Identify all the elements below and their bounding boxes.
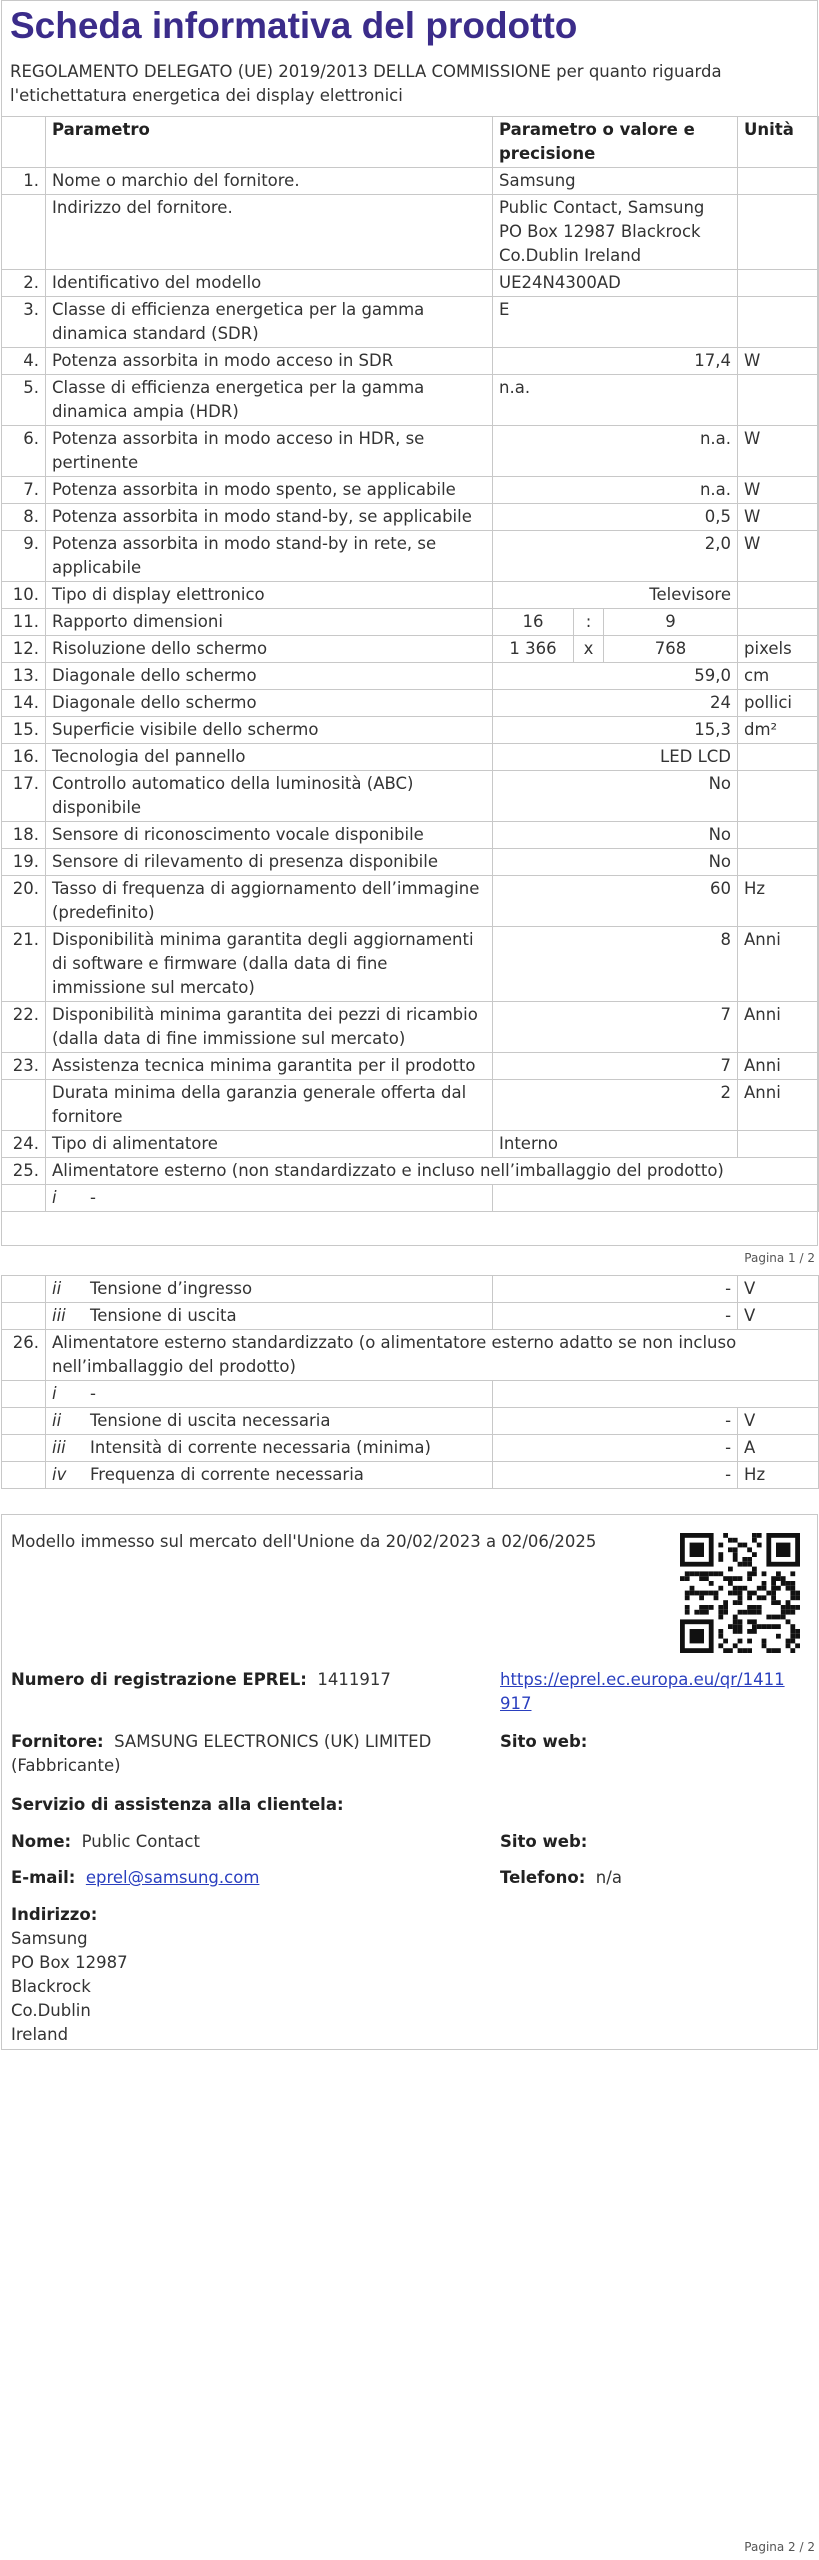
table-row <box>2 297 819 348</box>
page-subtitle: REGOLAMENTO DELEGATO (UE) 2019/2013 DELLA COMMISSIONE per quanto riguarda l'etichettatura energetica dei display elettronici <box>10 62 722 105</box>
address-line: Samsung <box>11 1929 88 1948</box>
page-number-2: Pagina 2 / 2 <box>744 2540 815 2554</box>
row-value: n.a. <box>493 477 738 504</box>
row-subitem <box>46 1462 493 1489</box>
table-row <box>2 1462 819 1489</box>
market-period: Modello immesso sul mercato dell'Unione da 20/02/2023 a 02/06/2025 <box>11 1532 597 1551</box>
row-label: Sensore di rilevamento di presenza disponibile <box>46 849 493 876</box>
row-value: Televisore <box>493 582 738 609</box>
row-number: 3. <box>2 297 46 348</box>
row-label: Diagonale dello schermo <box>46 690 493 717</box>
row-label: Rapporto dimensioni <box>46 609 493 636</box>
row-separator: x <box>574 636 604 663</box>
spec-table <box>1 116 819 1212</box>
row-unit <box>738 375 819 426</box>
row-number <box>2 1435 46 1462</box>
subitem-index: i <box>52 1188 57 1207</box>
subitem-index: ii <box>52 1411 62 1430</box>
row-separator: : <box>574 609 604 636</box>
row-label: Sensore di riconoscimento vocale disponibile <box>46 822 493 849</box>
website-field <box>500 1730 587 1754</box>
row-value-1: 16 <box>493 609 574 636</box>
row-number: 16. <box>2 744 46 771</box>
eprel-link[interactable] <box>500 1668 790 1716</box>
table-row <box>2 744 819 771</box>
row-unit <box>738 1131 819 1158</box>
row-label: Potenza assorbita in modo acceso in HDR, se pertinente <box>46 426 493 477</box>
row-label: Identificativo del modello <box>46 270 493 297</box>
table-row <box>2 690 819 717</box>
row-unit <box>738 297 819 348</box>
row-value: LED LCD <box>493 744 738 771</box>
row-number: 14. <box>2 690 46 717</box>
row-number <box>2 1276 46 1303</box>
page-number: Pagina 1 / 2 <box>744 1251 815 1265</box>
table-row <box>2 375 819 426</box>
subitem-label: - <box>90 1188 96 1207</box>
row-number <box>2 1462 46 1489</box>
row-value: - <box>493 1303 738 1330</box>
row-unit: W <box>738 426 819 477</box>
table-row <box>2 1131 819 1158</box>
row-number <box>2 195 46 270</box>
row-number: 25. <box>2 1158 46 1185</box>
subitem-label: Intensità di corrente necessaria (minima) <box>90 1438 431 1457</box>
table-row <box>2 1303 819 1330</box>
row-unit: V <box>738 1303 819 1330</box>
row-value: 15,3 <box>493 717 738 744</box>
row-value: 7 <box>493 1053 738 1080</box>
row-label: Alimentatore esterno standardizzato (o alimentatore esterno adatto se non incluso nell’imballaggio del prodotto) <box>46 1330 819 1381</box>
table-row <box>2 1381 819 1408</box>
row-unit: Hz <box>738 876 819 927</box>
row-number: 26. <box>2 1330 46 1381</box>
row-number: 6. <box>2 426 46 477</box>
table-row <box>2 1435 819 1462</box>
table-row <box>2 426 819 477</box>
table-row <box>2 504 819 531</box>
row-value: 2,0 <box>493 531 738 582</box>
row-number: 17. <box>2 771 46 822</box>
row-unit: Anni <box>738 1080 819 1131</box>
row-label: Tecnologia del pannello <box>46 744 493 771</box>
subitem-label: Frequenza di corrente necessaria <box>90 1465 364 1484</box>
row-number: 4. <box>2 348 46 375</box>
row-value: 7 <box>493 1002 738 1053</box>
row-unit: V <box>738 1408 819 1435</box>
row-unit: dm² <box>738 717 819 744</box>
row-number: 1. <box>2 168 46 195</box>
row-unit: Anni <box>738 1002 819 1053</box>
address-line: Co.Dublin <box>11 2001 91 2020</box>
row-number: 8. <box>2 504 46 531</box>
subitem-index: iii <box>52 1306 66 1325</box>
row-number: 5. <box>2 375 46 426</box>
row-number: 2. <box>2 270 46 297</box>
row-label: Tipo di alimentatore <box>46 1131 493 1158</box>
subitem-index: ii <box>52 1279 62 1298</box>
row-label: Classe di efficienza energetica per la gamma dinamica ampia (HDR) <box>46 375 493 426</box>
row-number: 18. <box>2 822 46 849</box>
subitem-label: Tensione di uscita necessaria <box>90 1411 331 1430</box>
address-block <box>11 1903 128 2047</box>
row-value: No <box>493 771 738 822</box>
table-row <box>2 195 819 270</box>
qr-code-icon[interactable] <box>680 1533 800 1653</box>
table-row <box>2 348 819 375</box>
row-unit <box>738 822 819 849</box>
table-row <box>2 168 819 195</box>
eprel-registration <box>11 1668 391 1692</box>
subitem-label: - <box>90 1384 96 1403</box>
phone-field <box>500 1866 622 1890</box>
subitem-index: i <box>52 1384 57 1403</box>
row-unit: V <box>738 1276 819 1303</box>
subitem-label: Tensione d’ingresso <box>90 1279 253 1298</box>
row-number: 9. <box>2 531 46 582</box>
page-title: Scheda informativa del prodotto <box>10 5 578 46</box>
row-label: Potenza assorbita in modo stand-by, se applicabile <box>46 504 493 531</box>
supplier-name: SAMSUNG ELECTRONICS (UK) LIMITED (Fabbricante) <box>11 1732 432 1775</box>
row-value: Interno <box>493 1131 738 1158</box>
row-value-2: 9 <box>604 609 738 636</box>
row-value-2: 768 <box>604 636 738 663</box>
customer-service-heading: Servizio di assistenza alla clientela: <box>11 1795 344 1814</box>
table-row <box>2 270 819 297</box>
product-sheet-page-1 <box>0 0 819 1265</box>
row-number: 19. <box>2 849 46 876</box>
row-label: Diagonale dello schermo <box>46 663 493 690</box>
row-number: 10. <box>2 582 46 609</box>
row-value: - <box>493 1408 738 1435</box>
row-number: 22. <box>2 1002 46 1053</box>
row-number: 15. <box>2 717 46 744</box>
email-field <box>11 1866 259 1890</box>
row-value: 0,5 <box>493 504 738 531</box>
row-number: 12. <box>2 636 46 663</box>
row-subitem <box>46 1303 493 1330</box>
subitem-label: Tensione di uscita <box>90 1306 237 1325</box>
subitem-index: iii <box>52 1438 66 1457</box>
row-unit <box>738 744 819 771</box>
row-value: n.a. <box>493 375 738 426</box>
table-header-row <box>2 117 819 168</box>
name-value: Public Contact <box>81 1832 200 1851</box>
row-value: 17,4 <box>493 348 738 375</box>
eprel-url[interactable]: https://eprel.ec.europa.eu/qr/1411917 <box>500 1670 785 1713</box>
row-number <box>2 1080 46 1131</box>
supplier-label: Fornitore: <box>11 1732 104 1751</box>
row-label: Potenza assorbita in modo stand-by in rete, se applicabile <box>46 531 493 582</box>
address-lines <box>11 1927 128 2047</box>
row-unit: W <box>738 348 819 375</box>
row-label: Alimentatore esterno (non standardizzato e incluso nell’imballaggio del prodotto) <box>46 1158 819 1185</box>
email-label: E-mail: <box>11 1868 76 1887</box>
row-unit: Anni <box>738 1053 819 1080</box>
subitem-index: iv <box>52 1465 67 1484</box>
row-value: E <box>493 297 738 348</box>
row-subitem <box>46 1276 493 1303</box>
row-number: 7. <box>2 477 46 504</box>
table-row <box>2 822 819 849</box>
row-number <box>2 1381 46 1408</box>
row-label: Disponibilità minima garantita degli aggiornamenti di software e firmware (dalla data di fine immissione sul mercato) <box>46 927 493 1002</box>
row-value: Samsung <box>493 168 738 195</box>
row-value: - <box>493 1462 738 1489</box>
row-unit: cm <box>738 663 819 690</box>
row-unit <box>738 582 819 609</box>
row-subitem <box>46 1435 493 1462</box>
table-row <box>2 1158 819 1185</box>
row-number <box>2 1185 46 1212</box>
website-label: Sito web: <box>500 1732 588 1751</box>
row-unit: W <box>738 531 819 582</box>
row-label: Potenza assorbita in modo spento, se applicabile <box>46 477 493 504</box>
row-label: Disponibilità minima garantita dei pezzi di ricambio (dalla data di fine immissione sul mercato) <box>46 1002 493 1053</box>
row-value: - <box>493 1435 738 1462</box>
row-subitem <box>46 1185 493 1212</box>
name-label: Nome: <box>11 1832 72 1851</box>
table-row <box>2 1080 819 1131</box>
row-unit: pollici <box>738 690 819 717</box>
phone-value: n/a <box>595 1868 622 1887</box>
table-row <box>2 531 819 582</box>
phone-label: Telefono: <box>500 1868 586 1887</box>
row-label: Indirizzo del fornitore. <box>46 195 493 270</box>
table-row <box>2 1185 819 1212</box>
row-value: 2 <box>493 1080 738 1131</box>
header-param: Parametro <box>46 117 493 168</box>
address-label: Indirizzo: <box>11 1905 98 1924</box>
table-row <box>2 1002 819 1053</box>
row-value: 60 <box>493 876 738 927</box>
row-unit <box>738 849 819 876</box>
table-row <box>2 1408 819 1435</box>
row-label: Tipo di display elettronico <box>46 582 493 609</box>
contact-name <box>11 1830 200 1854</box>
row-unit <box>738 609 819 636</box>
header-value: Parametro o valore e precisione <box>493 117 738 168</box>
header-unit: Unità <box>738 117 819 168</box>
eprel-label: Numero di registrazione EPREL: <box>11 1670 307 1689</box>
row-unit <box>738 270 819 297</box>
row-subitem <box>46 1408 493 1435</box>
row-number: 23. <box>2 1053 46 1080</box>
row-unit: Anni <box>738 927 819 1002</box>
table-row <box>2 609 819 636</box>
table-row <box>2 636 819 663</box>
table-row <box>2 582 819 609</box>
address-line: Blackrock <box>11 1977 91 1996</box>
supplier <box>11 1730 491 1778</box>
row-unit <box>738 168 819 195</box>
row-label: Risoluzione dello schermo <box>46 636 493 663</box>
table-row <box>2 771 819 822</box>
row-unit: A <box>738 1435 819 1462</box>
eprel-number: 1411917 <box>317 1670 391 1689</box>
row-number: 20. <box>2 876 46 927</box>
row-number: 24. <box>2 1131 46 1158</box>
row-label: Nome o marchio del fornitore. <box>46 168 493 195</box>
row-label: Classe di efficienza energetica per la gamma dinamica standard (SDR) <box>46 297 493 348</box>
table-row <box>2 1053 819 1080</box>
row-number <box>2 1303 46 1330</box>
row-unit: Hz <box>738 1462 819 1489</box>
row-label: Tasso di frequenza di aggiornamento dell’immagine (predefinito) <box>46 876 493 927</box>
row-value: UE24N4300AD <box>493 270 738 297</box>
address-line: PO Box 12987 <box>11 1953 128 1972</box>
table-row <box>2 876 819 927</box>
row-number: 13. <box>2 663 46 690</box>
row-empty <box>493 1381 819 1408</box>
table-row <box>2 1276 819 1303</box>
row-value: Public Contact, Samsung PO Box 12987 Blackrock Co.Dublin Ireland <box>493 195 738 270</box>
row-subitem <box>46 1381 493 1408</box>
row-number: 21. <box>2 927 46 1002</box>
row-value: - <box>493 1276 738 1303</box>
row-unit: W <box>738 477 819 504</box>
table-row <box>2 663 819 690</box>
table-row <box>2 849 819 876</box>
address-line: Ireland <box>11 2025 69 2044</box>
table-row <box>2 1330 819 1381</box>
row-unit: pixels <box>738 636 819 663</box>
row-value: No <box>493 849 738 876</box>
website-field-2: Sito web: <box>500 1832 588 1851</box>
row-value: 24 <box>493 690 738 717</box>
row-number <box>2 1408 46 1435</box>
row-label: Superficie visibile dello schermo <box>46 717 493 744</box>
row-label: Durata minima della garanzia generale offerta dal fornitore <box>46 1080 493 1131</box>
row-value-1: 1 366 <box>493 636 574 663</box>
row-value: 8 <box>493 927 738 1002</box>
row-unit <box>738 771 819 822</box>
row-number: 11. <box>2 609 46 636</box>
row-value: n.a. <box>493 426 738 477</box>
table-row <box>2 477 819 504</box>
row-label: Controllo automatico della luminosità (ABC) disponibile <box>46 771 493 822</box>
row-unit: W <box>738 504 819 531</box>
table-row <box>2 717 819 744</box>
table-row <box>2 927 819 1002</box>
row-label: Assistenza tecnica minima garantita per il prodotto <box>46 1053 493 1080</box>
row-value: 59,0 <box>493 663 738 690</box>
email-link[interactable]: eprel@samsung.com <box>85 1868 260 1887</box>
row-unit <box>738 195 819 270</box>
row-label: Potenza assorbita in modo acceso in SDR <box>46 348 493 375</box>
row-value: No <box>493 822 738 849</box>
spec-table-continued <box>1 1275 819 1489</box>
row-empty <box>493 1185 819 1212</box>
